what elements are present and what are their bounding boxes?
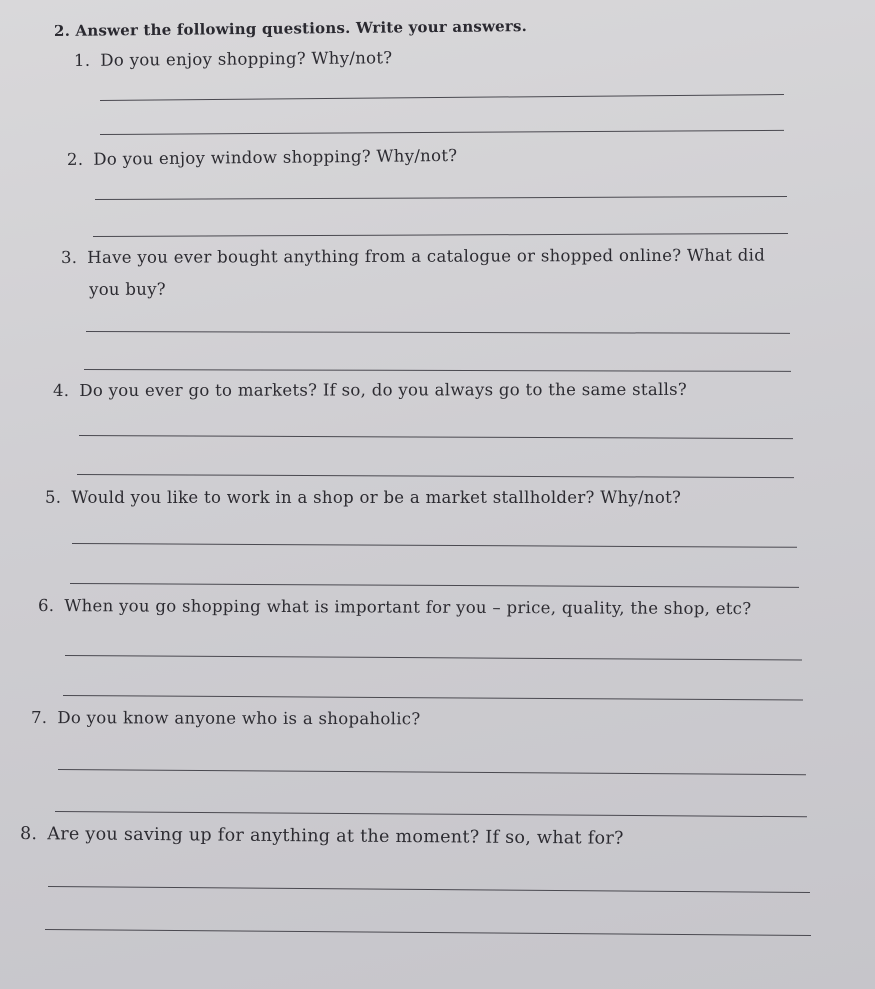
question-number: 6. (37, 596, 55, 616)
question-number: 2. (66, 149, 84, 169)
question-text: Have you ever bought anything from a catalogue or shopped online? What did (87, 245, 766, 267)
question-text: Do you know anyone who is a shopaholic? (57, 708, 421, 729)
answer-line[interactable] (65, 655, 802, 661)
question-number: 3. (60, 247, 78, 268)
question-number: 1. (73, 50, 91, 70)
answer-line[interactable] (100, 94, 784, 101)
question-2 (67, 140, 458, 176)
answer-line[interactable] (63, 695, 803, 701)
answer-line[interactable] (93, 233, 788, 237)
question-3 (61, 240, 765, 306)
question-text: Do you enjoy window shopping? Why/not? (93, 145, 458, 169)
exercise-heading: 2. Answer the following questions. Write your answers. (53, 17, 528, 40)
answer-line[interactable] (58, 769, 806, 775)
question-text: Do you enjoy shopping? Why/not? (100, 48, 393, 70)
answer-line[interactable] (95, 196, 787, 200)
answer-line[interactable] (79, 435, 793, 439)
question-number: 5. (45, 488, 62, 507)
question-7 (31, 702, 421, 735)
question-5 (45, 482, 681, 514)
answer-line[interactable] (48, 886, 810, 893)
answer-line[interactable] (86, 331, 790, 334)
question-number: 7. (30, 708, 48, 728)
question-text-continued: you buy? (89, 279, 166, 299)
question-1 (74, 42, 393, 77)
answer-line[interactable] (100, 130, 784, 135)
answer-line[interactable] (70, 583, 799, 588)
question-text: Do you ever go to markets? If so, do you always go to the same stalls? (79, 379, 688, 400)
question-text: Would you like to work in a shop or be a market stallholder? Why/not? (71, 488, 682, 507)
question-8 (20, 818, 624, 855)
answer-line[interactable] (72, 543, 797, 548)
answer-line[interactable] (55, 811, 807, 817)
answer-line[interactable] (45, 929, 811, 936)
answer-line[interactable] (77, 474, 794, 478)
question-number: 8. (19, 824, 38, 845)
question-text: Are you saving up for anything at the moment? If so, what for? (47, 824, 624, 849)
question-text: When you go shopping what is important for you – price, quality, the shop, etc? (64, 596, 752, 619)
question-4 (53, 374, 687, 407)
answer-line[interactable] (84, 369, 791, 372)
question-number: 4. (52, 380, 70, 400)
question-6 (38, 590, 752, 625)
